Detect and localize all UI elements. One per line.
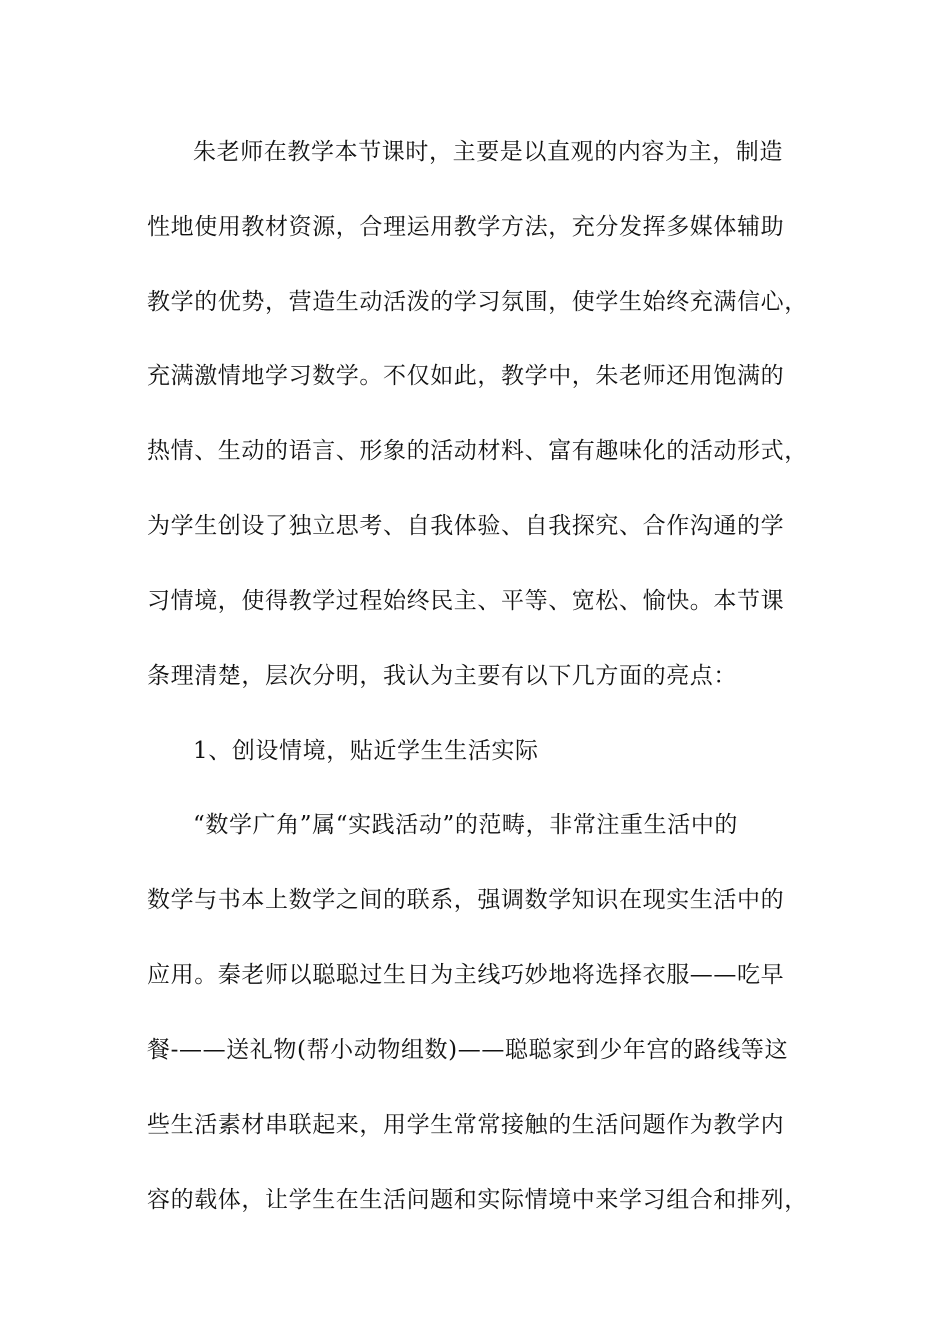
paragraph-line: 朱老师在教学本节课时，主要是以直观的内容为主，制造 bbox=[193, 139, 783, 165]
paragraph-line: 教学的优势，营造生动活泼的学习氛围，使学生始终充满信心， bbox=[147, 289, 808, 315]
paragraph-line: 条理清楚，层次分明，我认为主要有以下几方面的亮点： bbox=[147, 663, 737, 689]
paragraph-line: 数学与书本上数学之间的联系，强调数学知识在现实生活中的 bbox=[147, 887, 785, 913]
section-heading: 1、创设情境，贴近学生生活实际 bbox=[193, 738, 539, 764]
paragraph-line: 习情境，使得教学过程始终民主、平等、宽松、愉快。本节课 bbox=[147, 588, 785, 614]
paragraph-line: 热情、生动的语言、形象的活动材料、富有趣味化的活动形式， bbox=[147, 438, 808, 464]
paragraph-line: 性地使用教材资源，合理运用教学方法，充分发挥多媒体辅助 bbox=[147, 214, 785, 240]
paragraph-line: 餐-——送礼物(帮小动物组数)——聪聪家到少年宫的路线等这 bbox=[147, 1037, 789, 1063]
paragraph-line: 些生活素材串联起来，用学生常常接触的生活问题作为教学内 bbox=[147, 1112, 785, 1138]
paragraph-line: 应用。秦老师以聪聪过生日为主线巧妙地将选择衣服——吃早 bbox=[147, 962, 785, 988]
paragraph-line: 为学生创设了独立思考、自我体验、自我探究、合作沟通的学 bbox=[147, 513, 785, 539]
paragraph-line: 充满激情地学习数学。不仅如此，教学中，朱老师还用饱满的 bbox=[147, 363, 785, 389]
paragraph-line: 容的载体，让学生在生活问题和实际情境中来学习组合和排列， bbox=[147, 1187, 808, 1213]
paragraph-line: “数学广角”属“实践活动”的范畴，非常注重生活中的 bbox=[193, 812, 739, 838]
